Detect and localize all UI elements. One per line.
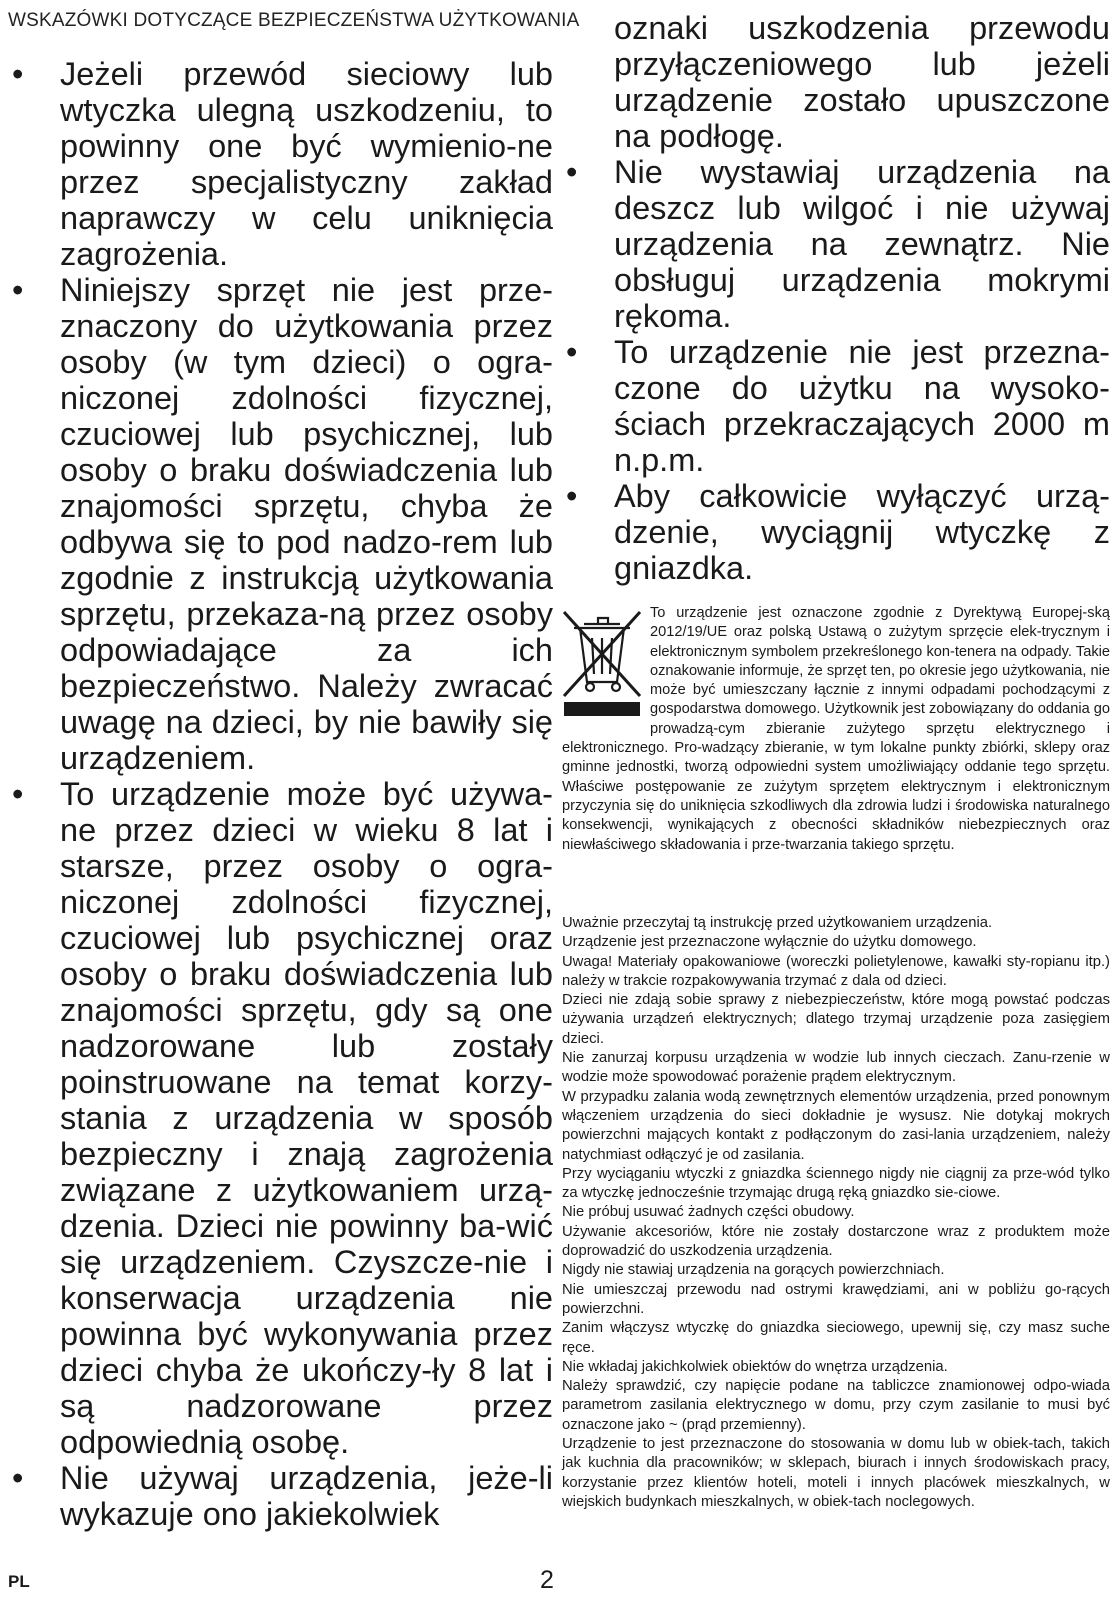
page-number: 2	[540, 1566, 554, 1594]
page-header-title: WSKAZÓWKI DOTYCZĄCE BEZPIECZEŃSTWA UŻYTKOWANIA	[8, 10, 580, 31]
safety-bullet-damaged-device: • Nie używaj urządzenia, jeże-li wykazuje ono jakiekolwiek	[8, 1460, 553, 1532]
safety-bullet-altitude: • To urządzenie nie jest przezna-czone do użytku na wysoko-ściach przekraczających 2000 m n.p.m.	[562, 334, 1110, 478]
note-item: Nie wkładaj jakichkolwiek obiektów do wnętrza urządzenia.	[562, 1358, 948, 1375]
safety-bullet-continuation: oznaki uszkodzenia przewodu przyłączeniowego lub jeżeli urządzenie zostało upuszczone na podłogę.	[614, 10, 1110, 154]
note-item: Nigdy nie stawiaj urządzenia na gorących powierzchniach.	[562, 1262, 945, 1279]
crossed-out-bin-icon	[560, 602, 644, 720]
note-item: Przy wyciąganiu wtyczki z gniazdka ściennego nigdy nie ciągnij za prze-wód tylko za wtyczkę jednocześnie trzymając drugą ręką gniazdko sie-ciowe.	[562, 1165, 1110, 1202]
footer-language: PL	[8, 1572, 30, 1591]
note-item: Należy sprawdzić, czy napięcie podane na tabliczce znamionowej odpo-wiada parametrom zasilania elektrycznego w domu, przy czym zasilanie to musi być oznaczone jako ~ (prąd przemienny).	[562, 1378, 1110, 1433]
note-item: Nie umieszczaj przewodu nad ostrymi krawędziami, ani w pobliżu go-rących powierzchni.	[562, 1281, 1110, 1317]
weee-text: To urządzenie jest oznaczone zgodnie z Dyrektywą Europej-ską 2012/19/UE oraz polską Ustawą o zużytym sprzęcie elek-trycznym i elektronicznym symbolem przekreślonego kon-tenera na odpady. Takie oznakowanie informuje, że sprzęt ten, po okresie jego użytkowania, nie może być umieszczany łącznie z innymi odpadami pochodzącymi z gospodarstwa domowego. Użytkownik jest zobowiązany do oddania go prowadzą-cym zbieranie zużytego sprzętu elektrycznego i elektronicznego. Pro-wadzący zbieranie, w tym lokalne punkty zbiórki, sklepy oraz gminne jednostki, tworzą odpowiedni system umożliwiający oddanie tego sprzętu. Właściwe postępowanie ze zużytym sprzętem elektrycznym i elektronicznym przyczynia się do uniknięcia szkodliwych dla zdrowia ludzi i środowiska naturalnego konsekwencji, wynikających z obecności składników niebezpiecznych oraz niewłaściwego składowania i prze-twarzania takiego sprzętu.	[562, 605, 1110, 853]
note-item: Nie próbuj usuwać żadnych części obudowy.	[562, 1204, 855, 1221]
right-column	[562, 10, 1110, 586]
safety-bullet-children-8: • To urządzenie może być używa-ne przez dzieci w wieku 8 lat i starsze, przez osoby o ogra-niczonej zdolności fizycznej, czuciowej lub psychicznej oraz osoby o braku doświadczenia lub znajomości sprzętu, gdy są one nadzorowane lub zostały poinstruowane na temat korzy-stania z urządzenia w sposób bezpieczny i znają zagrożenia związane z użytkowaniem urzą-dzenia. Dzieci nie powinny ba-wić się urządzeniem. Czyszcze-nie i konserwacja urządzenia nie powinna być wykonywania przez dzieci chyba że ukończy-ły 8 lat i są nadzorowane przez odpowiednią osobę.	[8, 776, 553, 1460]
note-item: Urządzenie to jest przeznaczone do stosowania w domu lub w obiek-tach, takich jak kuchnia dla pracowników; w sklepach, biurach i innych środowiskach pracy, korzystanie przez klientów hoteli, moteli i innych placówek mieszkalnych, w wiejskich budynkach mieszkalnych, w obiek-tach noclegowych.	[562, 1436, 1110, 1510]
note-item: Dzieci nie zdają sobie sprawy z niebezpieczeństw, które mogą powstać podczas używania urządzeń elektrycznych; dlatego trzymaj urządzenie poza zasięgiem dzieci.	[562, 992, 1110, 1047]
safety-bullet-limited-capacity: • Niniejszy sprzęt nie jest prze-znaczony do użytkowania przez osoby (w tym dzieci) o ogra-niczonej zdolności fizycznej, czuciowej lub psychicznej, lub osoby o braku doświadczenia lub znajomości sprzętu, chyba że odbywa się to pod nadzo-rem lub zgodnie z instrukcją użytkowania sprzętu, przekaza-ną przez osoby odpowiadające za ich bezpieczeństwo. Należy zwracać uwagę na dzieci, by nie bawiły się urządzeniem.	[8, 272, 553, 776]
note-item: Uwaga! Materiały opakowaniowe (woreczki polietylenowe, kawałki sty-ropianu itp.) należy w trakcie rozpakowywania trzymać z dala od dzieci.	[562, 953, 1110, 989]
safety-bullet-moisture: • Nie wystawiaj urządzenia na deszcz lub wilgoć i nie używaj urządzenia na zewnątrz. Nie obsługuj urządzenia mokrymi rękoma.	[562, 154, 1110, 334]
note-item: Uważnie przeczytaj tą instrukcję przed użytkowaniem urządzenia.	[562, 915, 993, 931]
note-item: W przypadku zalania wodą zewnętrznych elementów urządzenia, przed ponownym włączeniem urządzenia do sieci dokładnie je wysusz. Nie dotykaj mokrych powierzchni mających kontakt z podłączonym do zasi-lania urządzeniem, należy natychmiast odłączyć je od zasilania.	[562, 1088, 1110, 1163]
note-item: Nie zanurzaj korpusu urządzenia w wodzie lub innych cieczach. Zanu-rzenie w wodzie może spowodować porażenie prądem elektrycznym.	[562, 1050, 1110, 1086]
note-item: Zanim włączysz wtyczkę do gniazdka sieciowego, upewnij się, czy masz suche ręce.	[562, 1320, 1110, 1356]
note-item: Używanie akcesoriów, które nie zostały dostarczone wraz z produktem może doprowadzić do uszkodzenia urządzenia.	[562, 1223, 1110, 1260]
safety-bullet-cable-damage: • Jeżeli przewód sieciowy lub wtyczka ulegną uszkodzeniu, to powinny one być wymienio-ne przez specjalistyczny zakład naprawczy w celu uniknięcia zagrożenia.	[8, 56, 553, 272]
safety-bullet-unplug: • Aby całkowicie wyłączyć urzą-dzenie, wyciągnij wtyczkę z gniazdka.	[562, 478, 1110, 586]
note-item: Urządzenie jest przeznaczone wyłącznie do użytku domowego.	[562, 934, 977, 951]
weee-notice	[562, 604, 1110, 855]
usage-notes	[562, 914, 1110, 1512]
left-column	[8, 56, 553, 1532]
